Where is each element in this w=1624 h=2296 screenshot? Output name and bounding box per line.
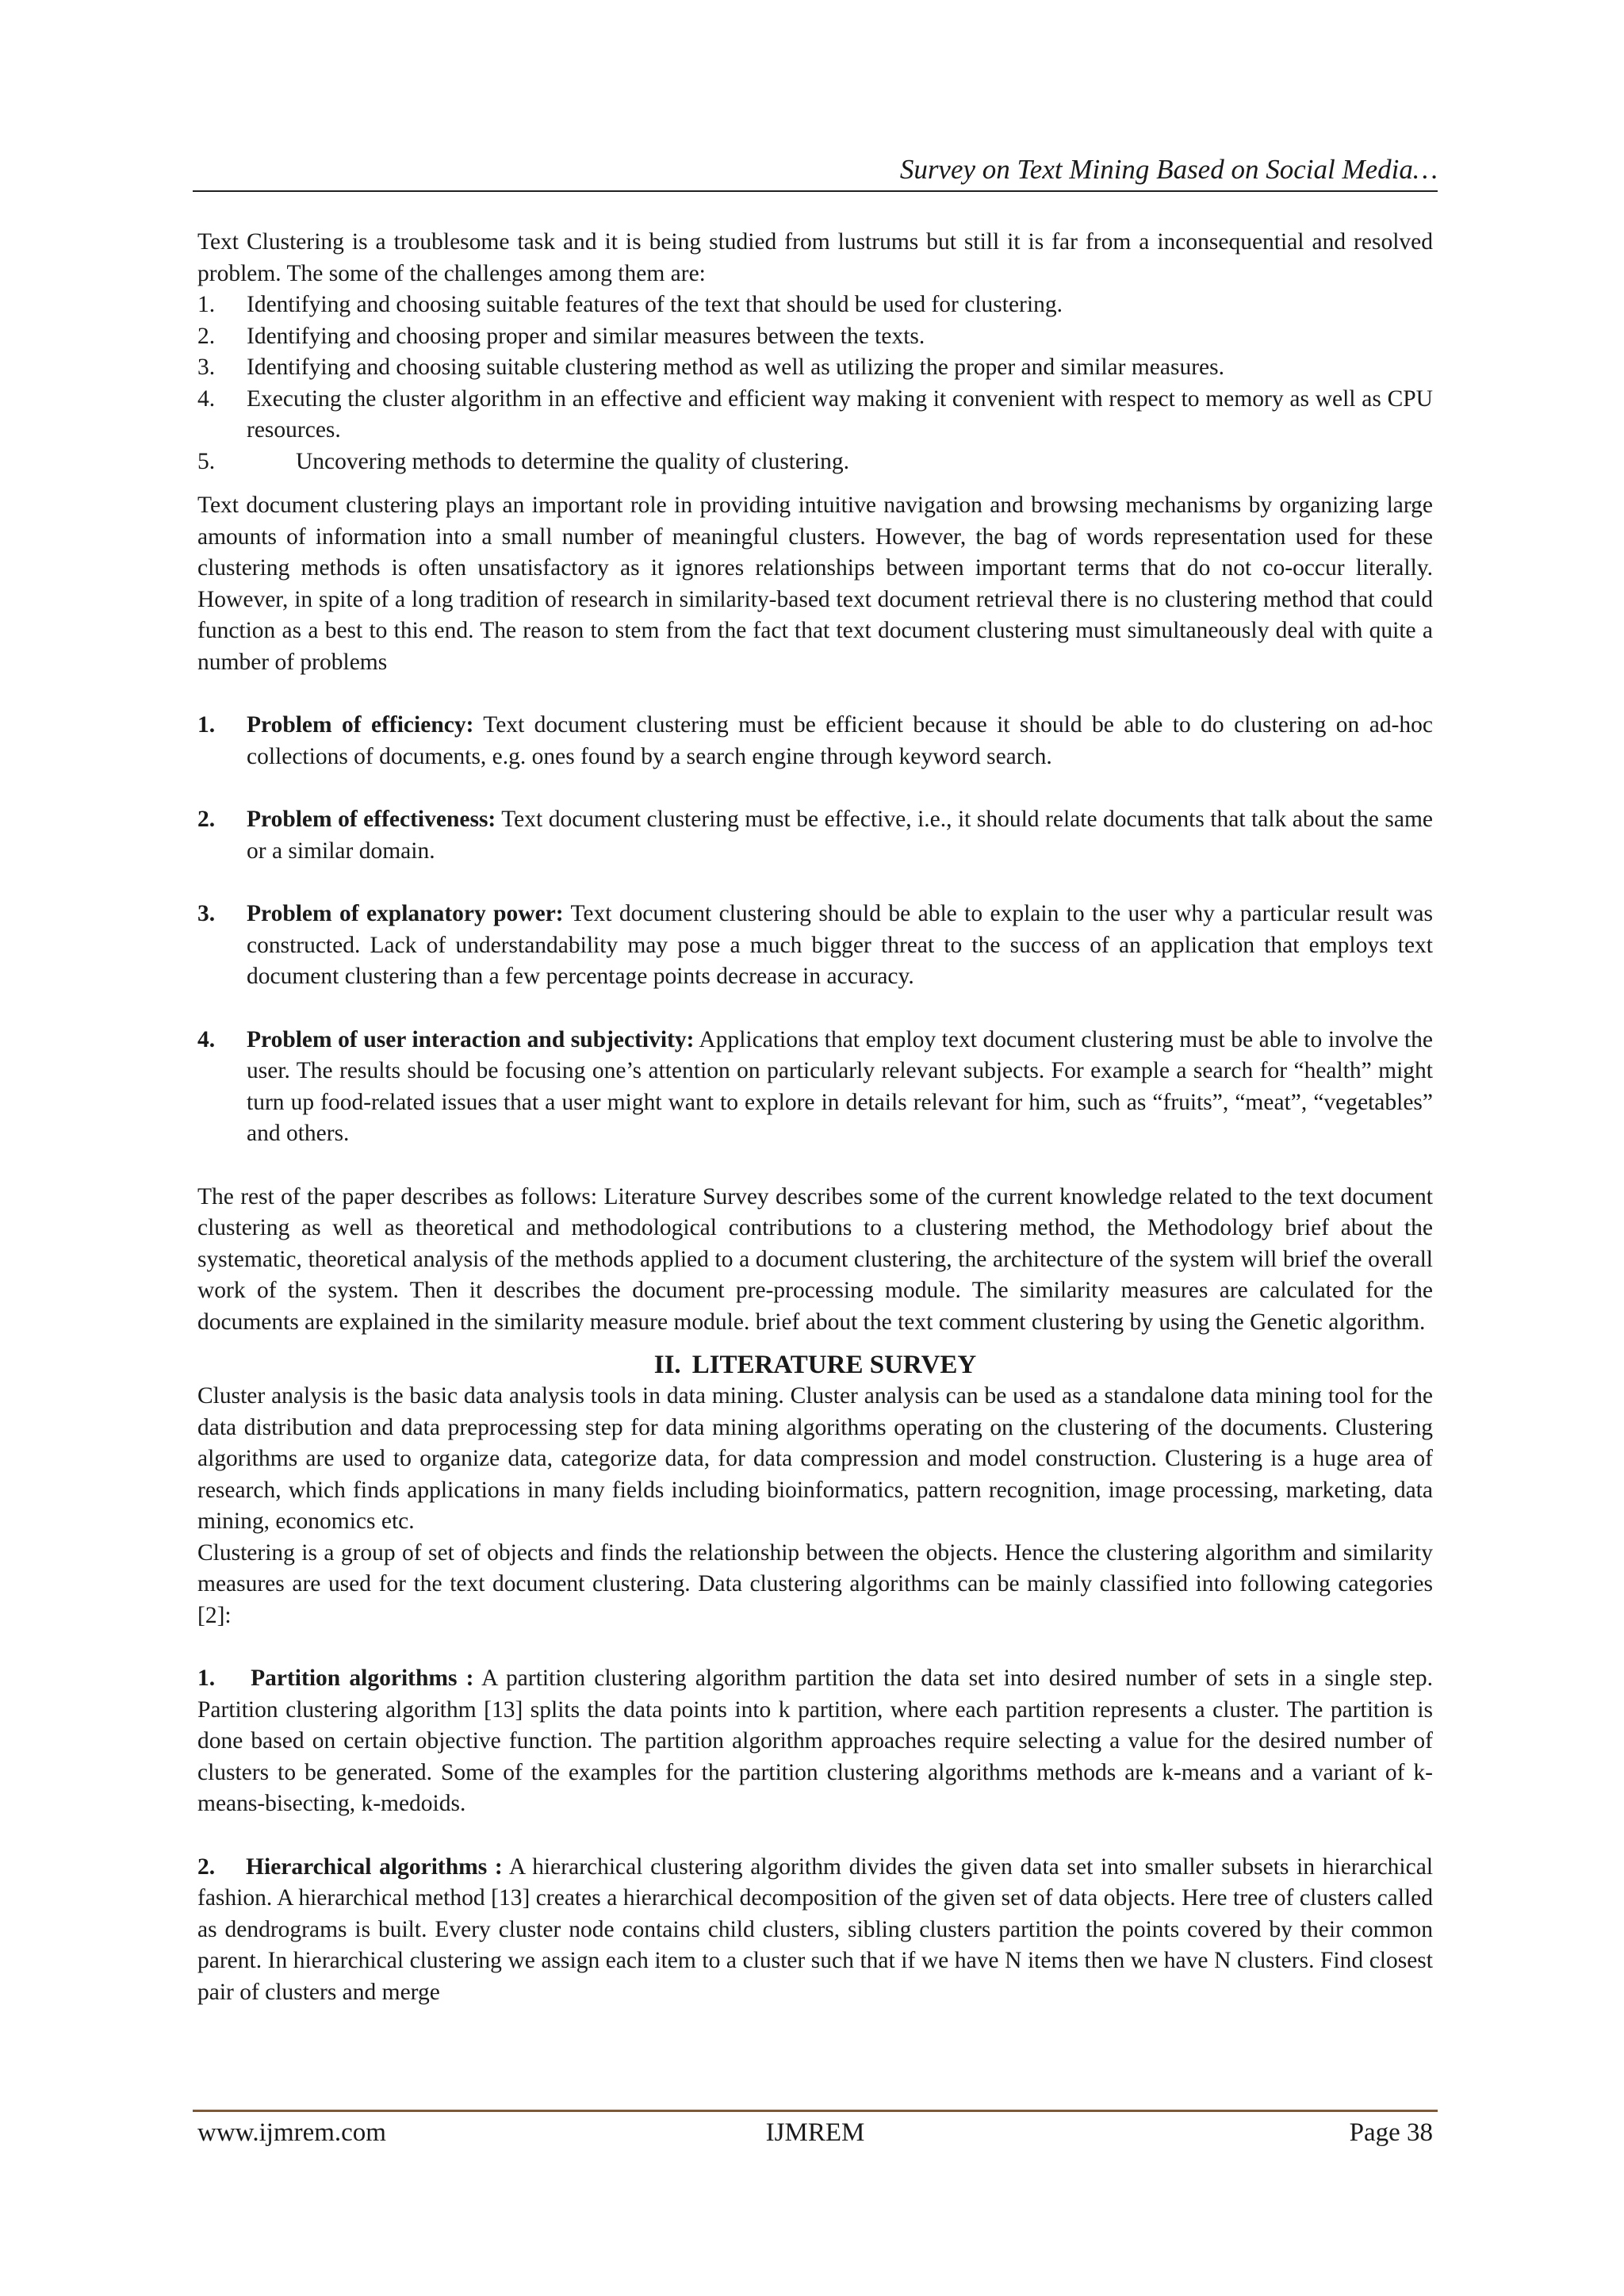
algorithm-title: Partition algorithms :	[251, 1665, 474, 1691]
problem-title: Problem of user interaction and subjectivity:	[247, 1026, 695, 1052]
list-item-number: 4.	[197, 385, 216, 412]
list-item-number: 1.	[197, 292, 216, 317]
algorithm-number: 2.	[197, 1853, 216, 1880]
list-item-text: Identifying and choosing suitable clustering method as well as utilizing the proper and similar measures.	[247, 355, 1224, 380]
literature-paragraph-1: Cluster analysis is the basic data analysis tools in data mining. Cluster analysis can be used as a standalone data mining tool for the data distribution and data preprocessing step for data mining algorithms operating on the clustering of the documents. Clustering algorithms are used to organize data, categorize data, for data compression and model construction. Clustering is a huge area of research, which finds applications in many fields including bioinformatics, pattern recognition, image processing, marketing, data mining, economics etc.	[197, 1383, 1433, 1534]
challenges-list	[197, 289, 1433, 477]
list-item-number: 4.	[197, 1026, 216, 1052]
list-item	[197, 710, 1433, 772]
problems-list	[197, 710, 1433, 1150]
rest-of-paper-paragraph: The rest of the paper describes as follows: Literature Survey describes some of the current knowledge related to the text document clustering as well as theoretical and methodological contributions to a clustering method, the Methodology brief about the systematic, theoretical analysis of the methods applied to a document clustering, the architecture of the system will brief the overall work of the system. Then it describes the document pre-processing module. The similarity measures are calculated for the documents are explained in the similarity measure module. brief about the text comment clustering by using the Genetic algorithm.	[197, 1183, 1433, 1335]
list-item	[197, 289, 1433, 321]
list-item-number: 5.	[197, 448, 216, 474]
section-title: LITERATURE SURVEY	[691, 1351, 977, 1379]
list-item	[197, 384, 1433, 447]
list-item-number: 1.	[197, 712, 216, 738]
footer-rule	[193, 2110, 1438, 2112]
problem-text: Text document clustering should be able to explain to the user why a particular result was constructed. Lack of understandability may pose a much bigger threat to the success of an application that employs text document clustering than a few percentage points decrease in accuracy.	[247, 901, 1433, 989]
algorithm-title: Hierarchical algorithms :	[246, 1853, 503, 1880]
algorithm-item	[197, 1663, 1433, 1820]
running-header: Survey on Text Mining Based on Social Media…	[899, 154, 1438, 185]
intro-paragraph: Text Clustering is a troublesome task and it is being studied from lustrums but still it is far from a inconsequential and resolved problem. The some of the challenges among them are:	[197, 229, 1433, 286]
doc-clustering-paragraph: Text document clustering plays an important role in providing intuitive navigation and browsing mechanisms by organizing large amounts of information into a small number of meaningful clusters. However, the bag of words representation used for these clustering methods is often unsatisfactory as it ignores relationships between important terms that do not co-occur literally. However, in spite of a long tradition of research in similarity-based text document retrieval there is no clustering method that could function as a best to this end. The reason to stem from the fact that text document clustering must simultaneously deal with quite a number of problems	[197, 493, 1433, 675]
list-item	[197, 804, 1433, 867]
algorithm-text: A hierarchical clustering algorithm divides the given data set into smaller subsets in hierarchical fashion. A hierarchical method [13] creates a hierarchical decomposition of the given set of data objects. Here tree of clusters called as dendrograms is built. Every cluster node contains child clusters, sibling clusters partition the points covered by their common parent. In hierarchical clustering we assign each item to a cluster such that if we have N items then we have N clusters. Find closest pair of clusters and merge	[197, 1853, 1434, 2005]
problem-text: Text document clustering must be effective, i.e., it should relate documents that talk about the same or a similar domain.	[247, 807, 1433, 864]
footer-page-number: Page 38	[1349, 2118, 1433, 2147]
header-rule	[193, 190, 1438, 192]
algorithm-item	[197, 1852, 1433, 2009]
problem-title: Problem of explanatory power:	[247, 901, 564, 926]
list-item-number: 2.	[197, 323, 216, 349]
list-item	[197, 321, 1433, 353]
list-item-text: Executing the cluster algorithm in an effective and efficient way making it convenient with respect to memory as well as CPU resources.	[247, 385, 1433, 443]
section-heading	[197, 1349, 1433, 1381]
footer-journal: IJMREM	[765, 2118, 865, 2147]
literature-paragraph-2: Clustering is a group of set of objects and finds the relationship between the objects. Hence the clustering algorithm and similarity measures are used for the text document clustering. Data clustering algorithms can be mainly classified into following categories [2]:	[197, 1539, 1433, 1628]
list-item-number: 3.	[197, 355, 216, 380]
algorithm-number: 1.	[197, 1665, 216, 1691]
list-item	[197, 1025, 1433, 1150]
section-number: II.	[653, 1351, 681, 1379]
problem-text: Applications that employ text document clustering must be able to involve the user. The results should be focusing one’s attention on particularly relevant subjects. For example a search for “health” might turn up food-related issues that a user might want to explore in details relevant for him, such as “fruits”, “meat”, “vegetables” and others.	[247, 1026, 1433, 1146]
problem-title: Problem of effectiveness:	[247, 807, 496, 832]
footer-website: www.ijmrem.com	[197, 2118, 386, 2147]
list-item-text: Identifying and choosing suitable features of the text that should be used for clustering.	[247, 292, 1063, 317]
problem-text: Text document clustering must be efficient because it should be able to do clustering on ad-hoc collections of documents, e.g. ones found by a search engine through keyword search.	[247, 712, 1433, 769]
list-item-number: 3.	[197, 901, 216, 926]
list-item-text: Identifying and choosing proper and similar measures between the texts.	[247, 323, 925, 349]
page-content	[197, 227, 1433, 2008]
list-item	[197, 352, 1433, 384]
list-item-text: Uncovering methods to determine the quality of clustering.	[296, 448, 849, 474]
algorithm-text: A partition clustering algorithm partition the data set into desired number of sets in a single step. Partition clustering algorithm [13] splits the data points into k partition, where each partition represents a cluster. The partition is done based on certain objective function. The partition algorithm approaches require selecting a value for the desired number of clusters to be generated. Some of the examples for the partition clustering algorithms methods are k-means and a variant of k-means-bisecting, k-medoids.	[197, 1665, 1434, 1816]
list-item	[197, 899, 1433, 993]
list-item	[197, 447, 1433, 478]
problem-title: Problem of efficiency:	[247, 712, 474, 738]
list-item-number: 2.	[197, 807, 216, 832]
